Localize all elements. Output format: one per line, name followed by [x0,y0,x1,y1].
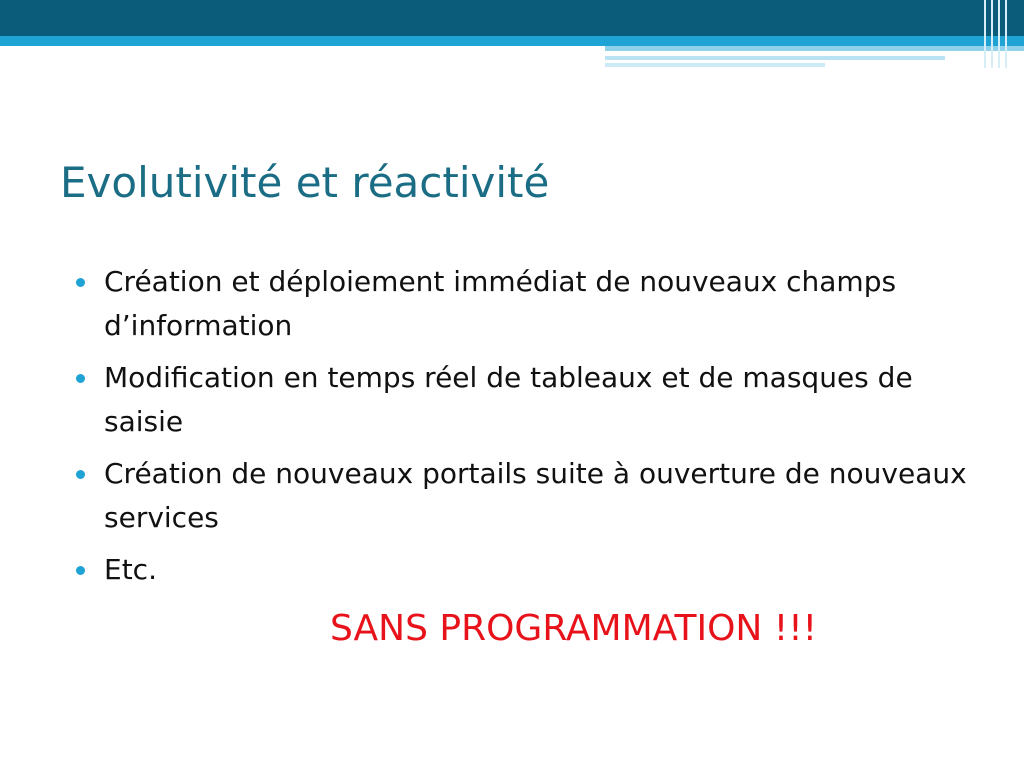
bullet-text: Etc. [104,553,157,586]
header-banner-light [0,36,1024,46]
bullet-item [74,356,974,444]
bullet-dot-icon [76,470,85,479]
bullet-list [74,260,974,600]
header-accent-line [605,46,1024,51]
bullet-item [74,452,974,540]
bullet-dot-icon [76,374,85,383]
bullet-dot-icon [76,278,85,287]
bullet-item [74,548,974,592]
slide-title: Evolutivité et réactivité [60,158,550,207]
bullet-text: Création et déploiement immédiat de nouveaux champs d’information [104,265,897,342]
bullet-item [74,260,974,348]
bullet-text: Modification en temps réel de tableaux et de masques de saisie [104,361,913,438]
callout-text: SANS PROGRAMMATION !!! [330,608,818,649]
bullet-text: Création de nouveaux portails suite à ouverture de nouveaux services [104,457,967,534]
header-banner-dark [0,0,1024,36]
bullet-dot-icon [76,566,85,575]
header-accent-line [605,56,945,60]
header-accent-line [605,63,825,67]
corner-decoration [984,0,1014,68]
